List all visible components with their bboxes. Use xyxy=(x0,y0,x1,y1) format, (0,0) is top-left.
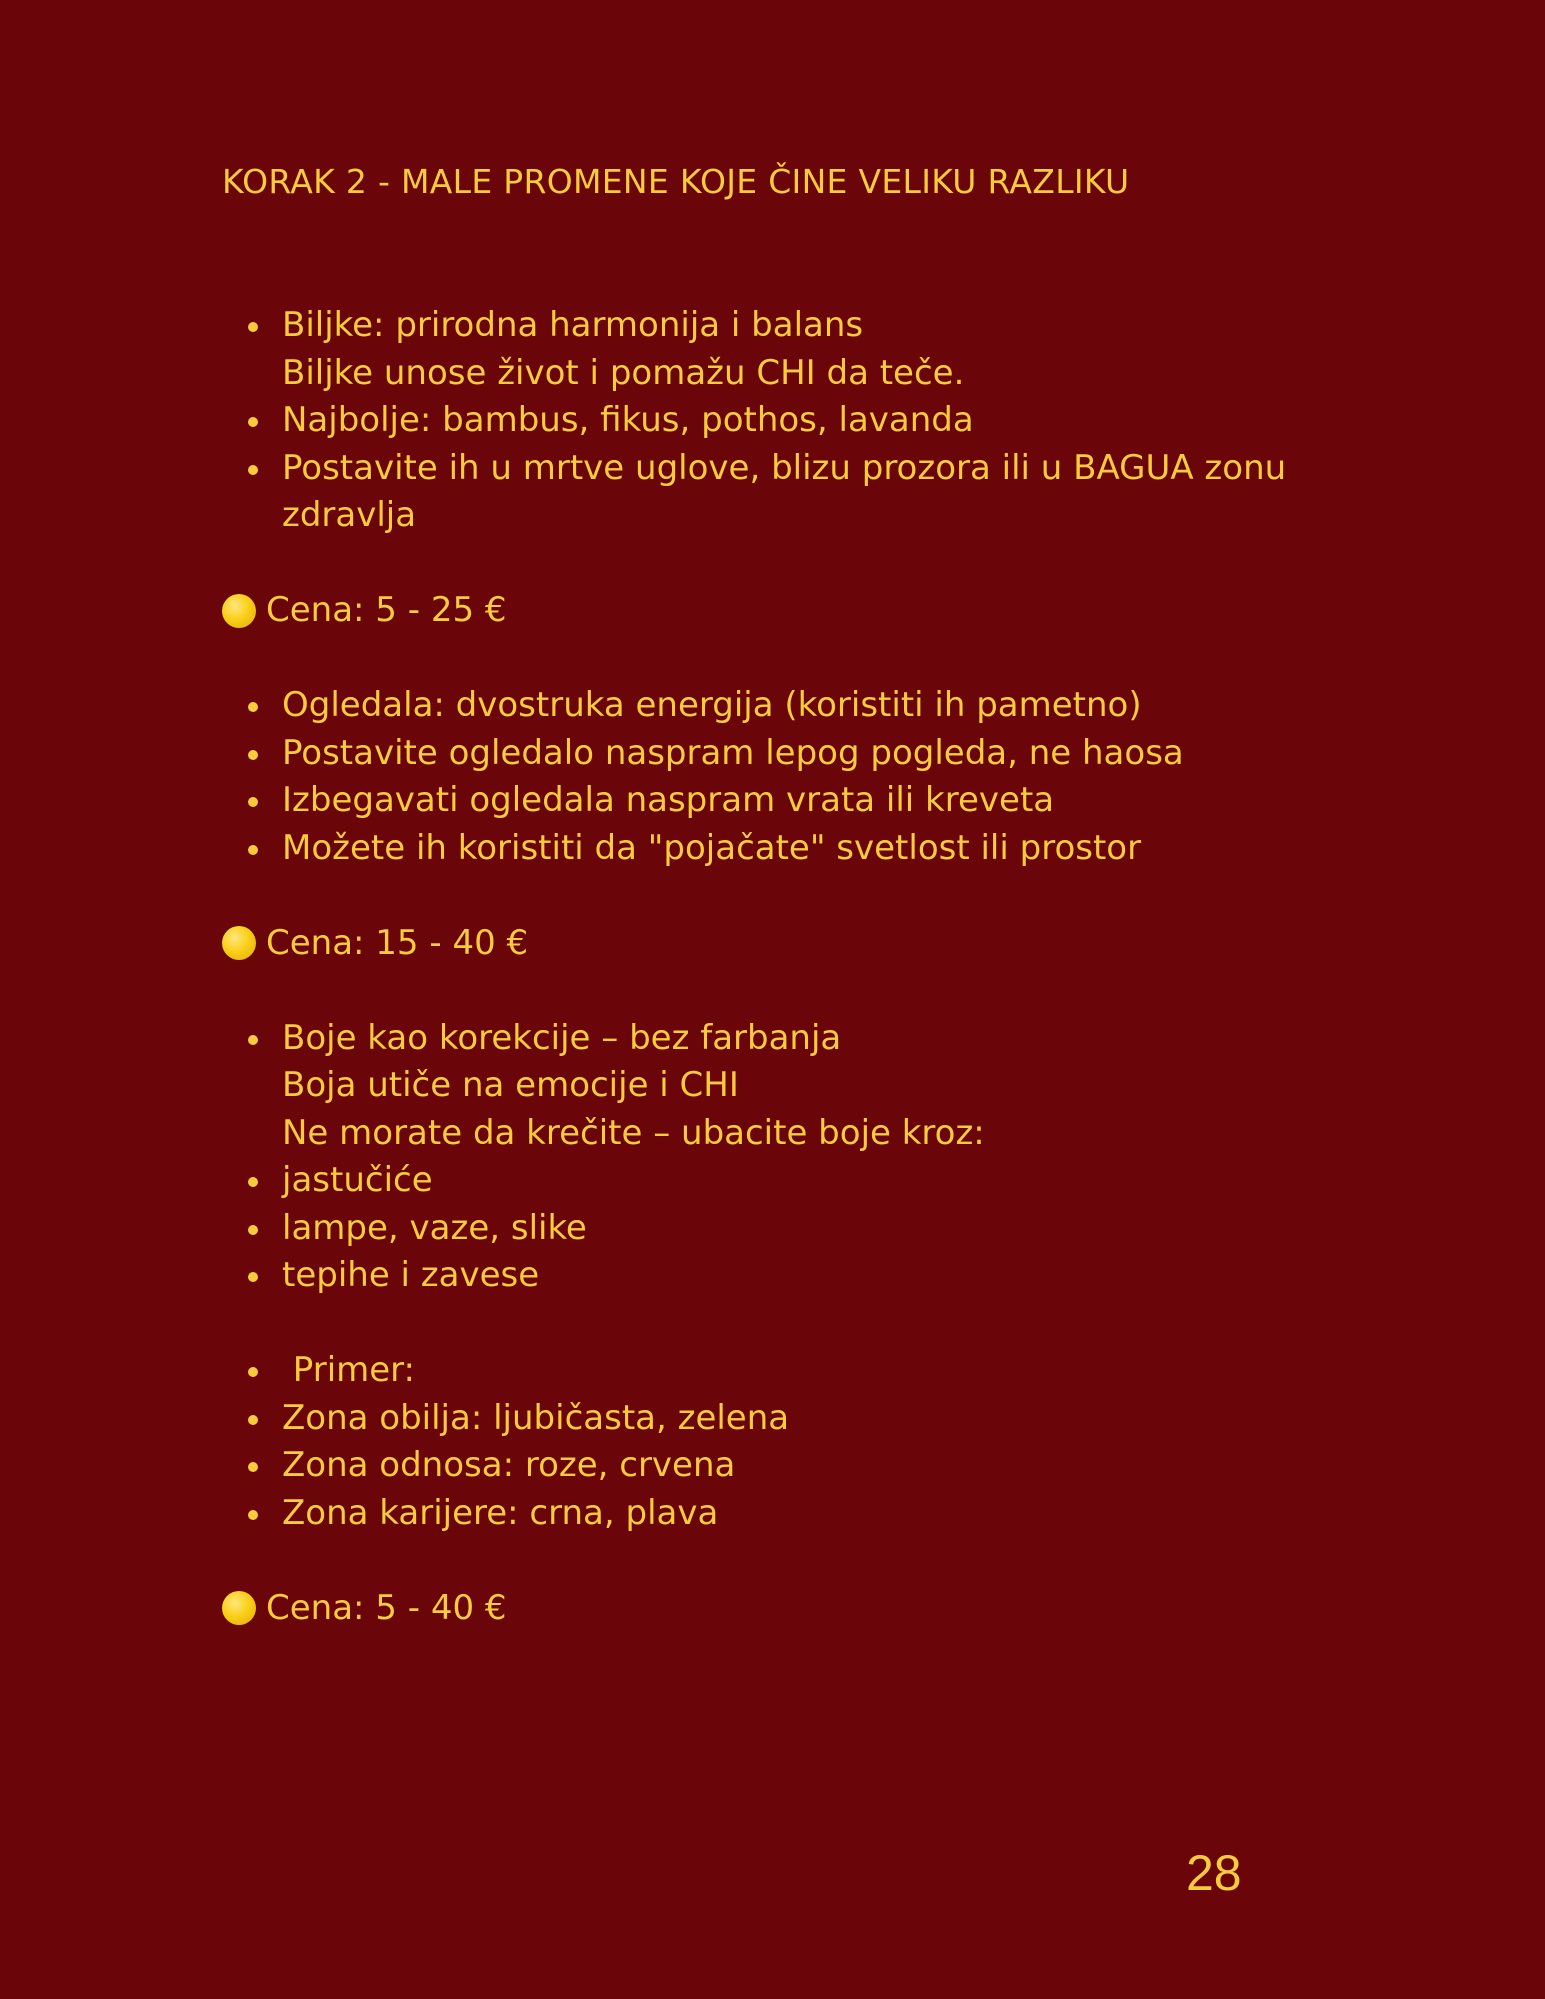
plants-title: Biljke: prirodna harmonija i balans xyxy=(282,305,864,345)
colors-list xyxy=(222,1015,1362,1300)
page-heading: KORAK 2 - MALE PROMENE KOJE ČINE VELIKU RAZLIKU xyxy=(222,162,1130,201)
price-text: Cena: 15 - 40 € xyxy=(266,922,529,963)
list-item xyxy=(222,302,1362,397)
list-item xyxy=(222,1157,1362,1205)
plants-best: Najbolje: bambus, fikus, pothos, lavanda xyxy=(282,400,974,440)
yellow-circle-icon xyxy=(222,1591,256,1625)
list-item xyxy=(222,1442,1362,1490)
yellow-circle-icon xyxy=(222,926,256,960)
mirrors-use: Možete ih koristiti da "pojačate" svetlost ili prostor xyxy=(282,827,1142,868)
colors-lamps: lampe, vaze, slike xyxy=(282,1207,587,1248)
list-item xyxy=(222,1347,1362,1395)
example-label: Primer: xyxy=(282,1350,416,1390)
list-item xyxy=(222,1015,1362,1158)
colors-intro: Ne morate da krečite – ubacite boje kroz: xyxy=(282,1112,985,1153)
price-plants xyxy=(222,587,1362,635)
colors-title: Boje kao korekcije – bez farbanja xyxy=(282,1017,842,1058)
plants-placement: Postavite ih u mrtve uglove, blizu prozora ili u BAGUA zonu xyxy=(282,447,1287,488)
page-number: 28 xyxy=(1186,1845,1242,1901)
plants-description: Biljke unose život i pomažu CHI da teče. xyxy=(282,352,965,393)
page-content xyxy=(222,302,1362,1632)
price-mirrors xyxy=(222,920,1362,968)
list-item xyxy=(222,445,1362,540)
example-abundance: Zona obilja: ljubičasta, zelena xyxy=(282,1397,790,1438)
list-item xyxy=(222,777,1362,825)
colors-cushions: jastučiće xyxy=(282,1160,433,1200)
example-relationships: Zona odnosa: roze, crvena xyxy=(282,1445,736,1485)
colors-description: Boja utiče na emocije i CHI xyxy=(282,1065,739,1105)
mirrors-title: Ogledala: dvostruka energija (koristiti ih pametno) xyxy=(282,685,1142,725)
colors-rugs: tepihe i zavese xyxy=(282,1255,540,1295)
list-item xyxy=(222,730,1362,778)
price-text: Cena: 5 - 40 € xyxy=(266,1587,507,1628)
example-career: Zona karijere: crna, plava xyxy=(282,1492,719,1533)
mirrors-avoid: Izbegavati ogledala naspram vrata ili kreveta xyxy=(282,780,1055,820)
examples-list xyxy=(222,1347,1362,1537)
plants-placement-cont: zdravlja xyxy=(282,495,417,535)
list-item xyxy=(222,1252,1362,1300)
yellow-circle-icon xyxy=(222,594,256,628)
price-colors xyxy=(222,1585,1362,1633)
plants-list xyxy=(222,302,1362,540)
list-item xyxy=(222,1205,1362,1253)
mirrors-tip: Postavite ogledalo naspram lepog pogleda, ne haosa xyxy=(282,732,1184,773)
list-item xyxy=(222,1395,1362,1443)
list-item xyxy=(222,1490,1362,1538)
price-text: Cena: 5 - 25 € xyxy=(266,590,507,630)
list-item xyxy=(222,397,1362,445)
list-item xyxy=(222,825,1362,873)
mirrors-list xyxy=(222,682,1362,872)
list-item xyxy=(222,682,1362,730)
